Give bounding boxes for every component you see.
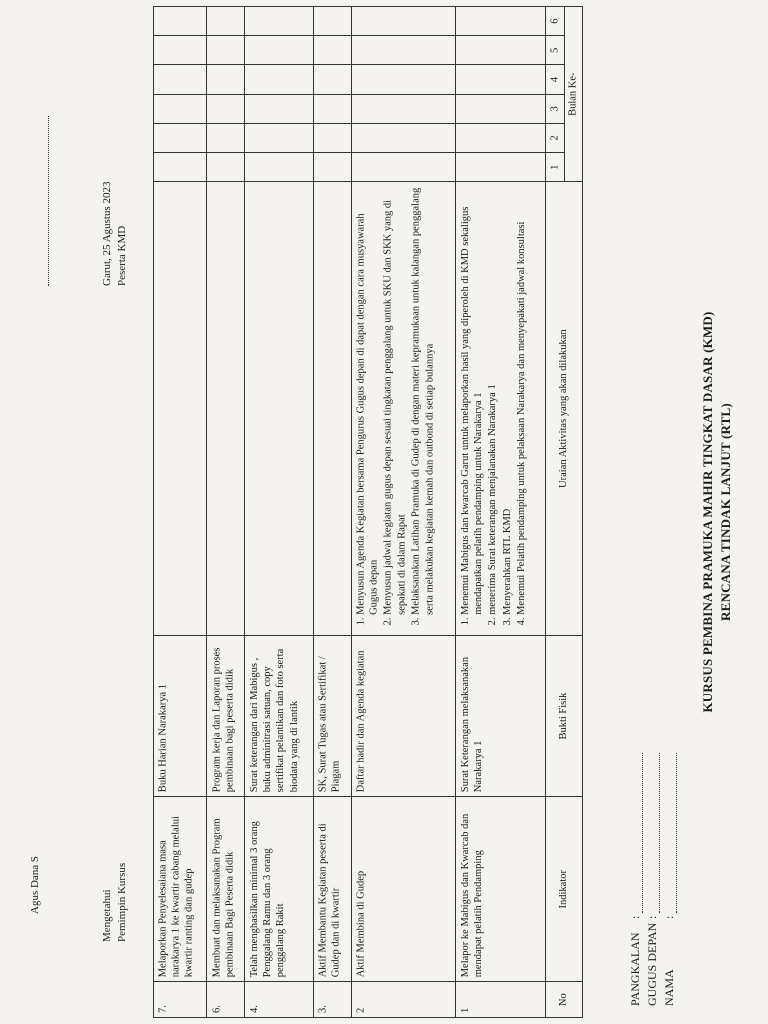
table-row — [456, 7, 546, 1018]
activity-item: 1. Menyusun Agenda Kegiatan bersama Pengurus Gugus depan di dapat dengan cara musyawarah Gugus depan — [354, 186, 381, 615]
pangkalan-label: PANGKALAN — [628, 932, 642, 1006]
row-indikator: Aktif Membantu Kegiatan peserta di Gudep dan di kwartir — [314, 797, 352, 982]
approval-block — [100, 863, 130, 942]
row-bukti: Surat keterangan dari Mabigus , buku adminitrasi satuan, copy sertifikat pelantikan dan foto serta biodata yang di lantik — [245, 635, 314, 796]
month-cell — [456, 94, 546, 123]
header-uraian: Uraian Aktivitas yang akan dilakukan — [546, 182, 583, 636]
activity-item: 2. menerima Surat keterangan menjalanakan Narakarya 1 — [486, 186, 499, 615]
table-row — [207, 7, 245, 1018]
month-header: 5 — [546, 36, 564, 65]
gugus-line — [645, 753, 660, 1006]
pemimpin-name: Agus Dana S — [29, 855, 41, 914]
month-cell — [245, 153, 314, 182]
row-bukti: Daftar hadir dan Agenda kegiatan — [351, 635, 455, 796]
month-cell — [351, 7, 455, 36]
month-cell — [314, 153, 352, 182]
row-uraian — [456, 182, 546, 636]
row-indikator: Aktif Membina di Gudep — [351, 797, 455, 982]
table-header-row — [564, 7, 582, 1018]
month-cell — [245, 65, 314, 94]
month-header: 2 — [546, 123, 564, 152]
header-bukti: Bukti Fisik — [546, 635, 583, 796]
month-cell — [245, 123, 314, 152]
month-cell — [207, 94, 245, 123]
document-title: RENCANA TINDAK LANJUT (RTL) — [718, 403, 733, 621]
activity-item: 3. Menyerahkan RTL KMD — [501, 186, 514, 615]
activity-item: 4. Menemui Pelatih pendamping untuk pelaksaan Narakarya dan menyepakati jadwal konsultasi — [515, 186, 528, 615]
table-row — [314, 7, 352, 1018]
month-cell — [456, 36, 546, 65]
month-cell — [245, 7, 314, 36]
month-cell — [456, 65, 546, 94]
rtl-table — [153, 6, 583, 1018]
row-bukti: Buku Harian Narakarya 1 — [154, 635, 207, 796]
table-row — [245, 7, 314, 1018]
month-cell — [314, 65, 352, 94]
month-cell — [154, 153, 207, 182]
activity-item: 1. Menemui Mabigus dan kwarcab Garut untuk melaporkan hasil yang diperoleh di KMD sekaligus mendapatkan pelatih pendamping untuk Narakarya 1 — [458, 186, 485, 615]
month-cell — [245, 94, 314, 123]
month-cell — [314, 36, 352, 65]
month-cell — [207, 7, 245, 36]
document-subtitle: KURSUS PEMBINA PRAMUKA MAHIR TINGKAT DASAR (KMD) — [700, 311, 715, 713]
participant-block — [100, 182, 130, 287]
month-cell — [351, 123, 455, 152]
row-bukti: SK, Surat Tugas atau Sertifikat / Piagam — [314, 635, 352, 796]
row-indikator: Membuat dan melaksanakan Program pembinaan Bagi Peserta didik — [207, 797, 245, 982]
table-row — [351, 7, 455, 1018]
gugus-label: GUGUS DEPAN — [645, 922, 659, 1006]
place-date: Garut, 25 Agustus 2023 — [101, 181, 113, 286]
pangkalan-separator: : — [628, 915, 642, 919]
row-indikator: Melaporkan Penyelesaiana masa narakarya 1 ke kwartir cabang melalui kwartir ranting dan gudep — [154, 797, 207, 982]
activity-item: 2. Menyusun jadwal kegiatan gugus depan sesuai tingkatan penggalang untuk SKU dan SKK yang di sepakati di dalam Rapat — [382, 186, 409, 615]
month-cell — [154, 94, 207, 123]
row-no: 4. — [245, 982, 314, 1018]
month-cell — [314, 94, 352, 123]
peserta-label: Peserta KMD — [115, 225, 128, 286]
row-no: 3. — [314, 982, 352, 1018]
month-cell — [314, 123, 352, 152]
gugus-blank — [649, 753, 660, 913]
row-uraian — [245, 182, 314, 636]
month-cell — [351, 153, 455, 182]
month-cell — [351, 65, 455, 94]
header-bulan: Bulan Ke- — [564, 7, 582, 182]
gugus-separator: : — [645, 915, 659, 919]
month-cell — [207, 65, 245, 94]
nama-label: NAMA — [662, 969, 676, 1006]
month-header: 4 — [546, 65, 564, 94]
mengetahui-label: Mengetahui — [101, 889, 113, 942]
month-cell — [154, 65, 207, 94]
pangkalan-line — [628, 753, 643, 1006]
month-cell — [351, 36, 455, 65]
month-cell — [314, 7, 352, 36]
row-no: 6. — [207, 982, 245, 1018]
month-cell — [456, 153, 546, 182]
row-bukti: Program kerja dan Laporan proses pembinaan bagi peserta didik — [207, 635, 245, 796]
activity-item: 3. Melaksanakan Latihan Pramuka di Gudep di dengan materi kepramukaan untuk kalangan penggalang serta melakukan kegiatan kemah dan outbond di setiap bulannya — [410, 186, 437, 615]
month-cell — [207, 36, 245, 65]
header-indikator: Indikator — [546, 797, 583, 982]
row-no: 1 — [456, 982, 546, 1018]
pangkalan-blank — [632, 753, 643, 913]
month-cell — [154, 123, 207, 152]
month-cell — [154, 7, 207, 36]
table-row — [154, 7, 207, 1018]
row-no: 2 — [351, 982, 455, 1018]
nama-line — [662, 753, 677, 1006]
month-cell — [456, 123, 546, 152]
month-cell — [456, 7, 546, 36]
row-indikator: Melapor ke Mabigus dan Kwarcab dan mendapat pelatih Pendamping — [456, 797, 546, 982]
nama-blank — [666, 753, 677, 913]
pemimpin-label: Pemimpin Kursus — [115, 862, 128, 942]
row-uraian — [154, 182, 207, 636]
row-uraian — [207, 182, 245, 636]
row-uraian — [314, 182, 352, 636]
signature-line — [40, 116, 49, 286]
month-header: 3 — [546, 94, 564, 123]
month-cell — [207, 153, 245, 182]
month-cell — [245, 36, 314, 65]
row-bukti: Surat Keterangan melaksanakan Narakarya 1 — [456, 635, 546, 796]
month-cell — [154, 36, 207, 65]
row-no: 7. — [154, 982, 207, 1018]
header-no: No — [546, 982, 583, 1018]
row-indikator: Telah menghasilkan minimal 3 orang Penggalang Ramu dan 3 orang penggalang Rakit — [245, 797, 314, 982]
month-header: 6 — [546, 7, 564, 36]
month-cell — [207, 123, 245, 152]
month-header: 1 — [546, 153, 564, 182]
month-cell — [351, 94, 455, 123]
row-uraian — [351, 182, 455, 636]
nama-separator: : — [662, 915, 676, 919]
